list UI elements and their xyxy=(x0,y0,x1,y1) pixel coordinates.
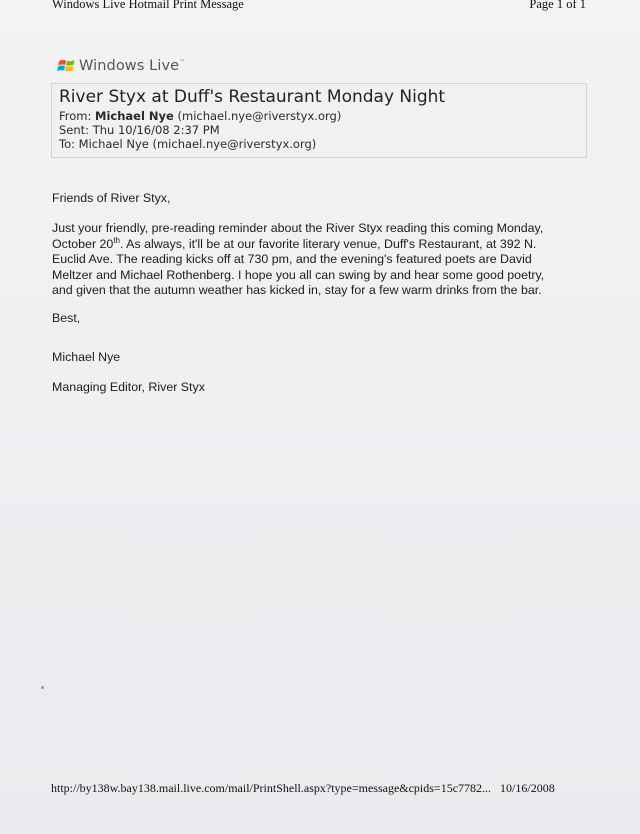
windows-live-logo xyxy=(57,55,185,77)
sent-line xyxy=(59,123,220,137)
print-footer-date: 10/16/2008 xyxy=(500,781,555,795)
print-header xyxy=(0,0,640,14)
logo-wordmark: Windows Live xyxy=(79,58,180,74)
paragraph-line: Just your friendly, pre-reading reminder about the River Styx reading this coming Monday, xyxy=(52,221,544,235)
sender-name: Michael Nye xyxy=(95,109,174,123)
paragraph-line: Euclid Ave. The reading kicks off at 730 pm, and the evening's featured poets are David xyxy=(52,252,532,267)
signature-name: Michael Nye xyxy=(52,350,121,364)
date-text: October 20 xyxy=(52,236,114,251)
message-paragraph xyxy=(52,221,592,299)
paragraph-line: and given that the autumn weather has kicked in, stay for a few warm drinks from the bar. xyxy=(52,283,542,298)
ordinal-suffix: th xyxy=(113,235,120,245)
message-header-box xyxy=(51,83,587,158)
from-label: From: xyxy=(59,109,92,123)
to-label: To: xyxy=(59,137,75,151)
windows-flag-icon xyxy=(57,56,77,76)
message-subject: River Styx at Duff's Restaurant Monday Night xyxy=(59,87,446,107)
from-line xyxy=(59,109,341,123)
sent-date: Thu 10/16/08 2:37 PM xyxy=(92,123,220,137)
print-header-title: Windows Live Hotmail Print Message xyxy=(52,0,244,11)
print-header-page-number: Page 1 of 1 xyxy=(529,0,586,11)
print-footer xyxy=(51,781,555,796)
to-line xyxy=(59,137,316,151)
greeting: Friends of River Styx, xyxy=(52,191,171,205)
paragraph-line xyxy=(52,237,592,253)
paragraph-line-rest: . As always, it'll be at our favorite literary venue, Duff's Restaurant, at 392 N. xyxy=(119,236,537,251)
logo-text xyxy=(79,58,185,74)
paragraph-line: Meltzer and Michael Rothenberg. I hope you all can swing by and hear some good poetry, xyxy=(52,267,545,282)
closing: Best, xyxy=(52,311,81,325)
print-footer-url: http://by138w.bay138.mail.live.com/mail/PrintShell.aspx?type=message&cpids=15c7782... xyxy=(51,781,492,795)
sent-label: Sent: xyxy=(59,123,90,137)
ink-mark xyxy=(41,686,44,689)
sender-email: (michael.nye@riverstyx.org) xyxy=(177,109,342,123)
trademark-mark: ™ xyxy=(179,59,186,67)
recipient: Michael Nye (michael.nye@riverstyx.org) xyxy=(78,137,317,151)
signature-title: Managing Editor, River Styx xyxy=(52,380,205,394)
